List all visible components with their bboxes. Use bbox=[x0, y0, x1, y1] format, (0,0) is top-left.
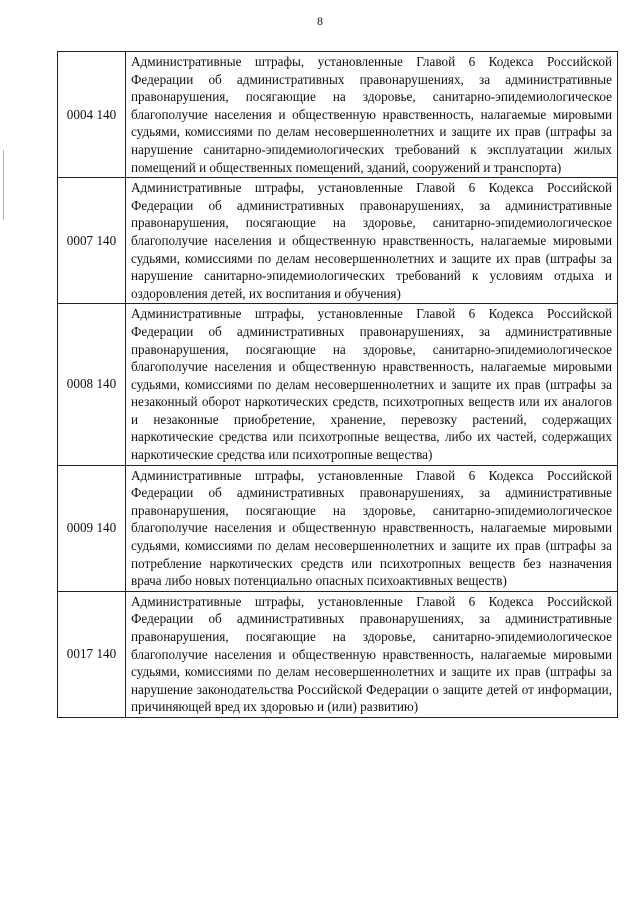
row-description: Административные штрафы, установленные Главой 6 Кодекса Российской Федерации об административных правонарушениях, за административные правонарушения, посягающие на здоровье, санитарно-эпидемиологическое благополучие населения и общественную нравственность, налагаемые мировыми судьями, комиссиями по делам несовершеннолетних и защите их прав (штрафы за нарушение санитарно-эпидемиологических требований к эксплуатации жилых помещений и общественных помещений, зданий, сооружений и транспорта) bbox=[126, 52, 618, 178]
row-description: Административные штрафы, установленные Главой 6 Кодекса Российской Федерации об административных правонарушениях, за административные правонарушения, посягающие на здоровье, санитарно-эпидемиологическое благополучие населения и общественную нравственность, налагаемые мировыми судьями, комиссиями по делам несовершеннолетних и защите их прав (штрафы за незаконный оборот наркотических средств, психотропных веществ или их аналогов и незаконные приобретение, хранение, перевозку растений, содержащих наркотические средства или психотропные вещества, либо их частей, содержащих наркотические средства или психотропные вещества) bbox=[126, 304, 618, 465]
row-description: Административные штрафы, установленные Главой 6 Кодекса Российской Федерации об административных правонарушениях, за административные правонарушения, посягающие на здоровье, санитарно-эпидемиологическое благополучие населения и общественную нравственность, налагаемые мировыми судьями, комиссиями по делам несовершеннолетних и защите их прав (штрафы за нарушение санитарно-эпидемиологических требований к условиям отдыха и оздоровления детей, их воспитания и обучения) bbox=[126, 178, 618, 304]
table-row bbox=[58, 591, 618, 717]
row-code: 0009 140 bbox=[58, 465, 126, 591]
table-row bbox=[58, 304, 618, 465]
row-code: 0008 140 bbox=[58, 304, 126, 465]
row-description: Административные штрафы, установленные Главой 6 Кодекса Российской Федерации об административных правонарушениях, за административные правонарушения, посягающие на здоровье, санитарно-эпидемиологическое благополучие населения и общественную нравственность, налагаемые мировыми судьями, комиссиями по делам несовершеннолетних и защите их прав (штрафы за потребление наркотических средств или психотропных веществ без назначения врача либо новых потенциально опасных психоактивных веществ) bbox=[126, 465, 618, 591]
table-row bbox=[58, 52, 618, 178]
row-code: 0017 140 bbox=[58, 591, 126, 717]
table-row bbox=[58, 465, 618, 591]
fines-table bbox=[57, 51, 618, 718]
page-number: 8 bbox=[317, 14, 323, 28]
row-code: 0007 140 bbox=[58, 178, 126, 304]
margin-mark bbox=[3, 150, 4, 220]
row-code: 0004 140 bbox=[58, 52, 126, 178]
table-row bbox=[58, 178, 618, 304]
row-description: Административные штрафы, установленные Главой 6 Кодекса Российской Федерации об административных правонарушениях, за административные правонарушения, посягающие на здоровье, санитарно-эпидемиологическое благополучие населения и общественную нравственность, налагаемые мировыми судьями, комиссиями по делам несовершеннолетних и защите их прав (штрафы за нарушение законодательства Российской Федерации о защите детей от информации, причиняющей вред их здоровью и (или) развитию) bbox=[126, 591, 618, 717]
